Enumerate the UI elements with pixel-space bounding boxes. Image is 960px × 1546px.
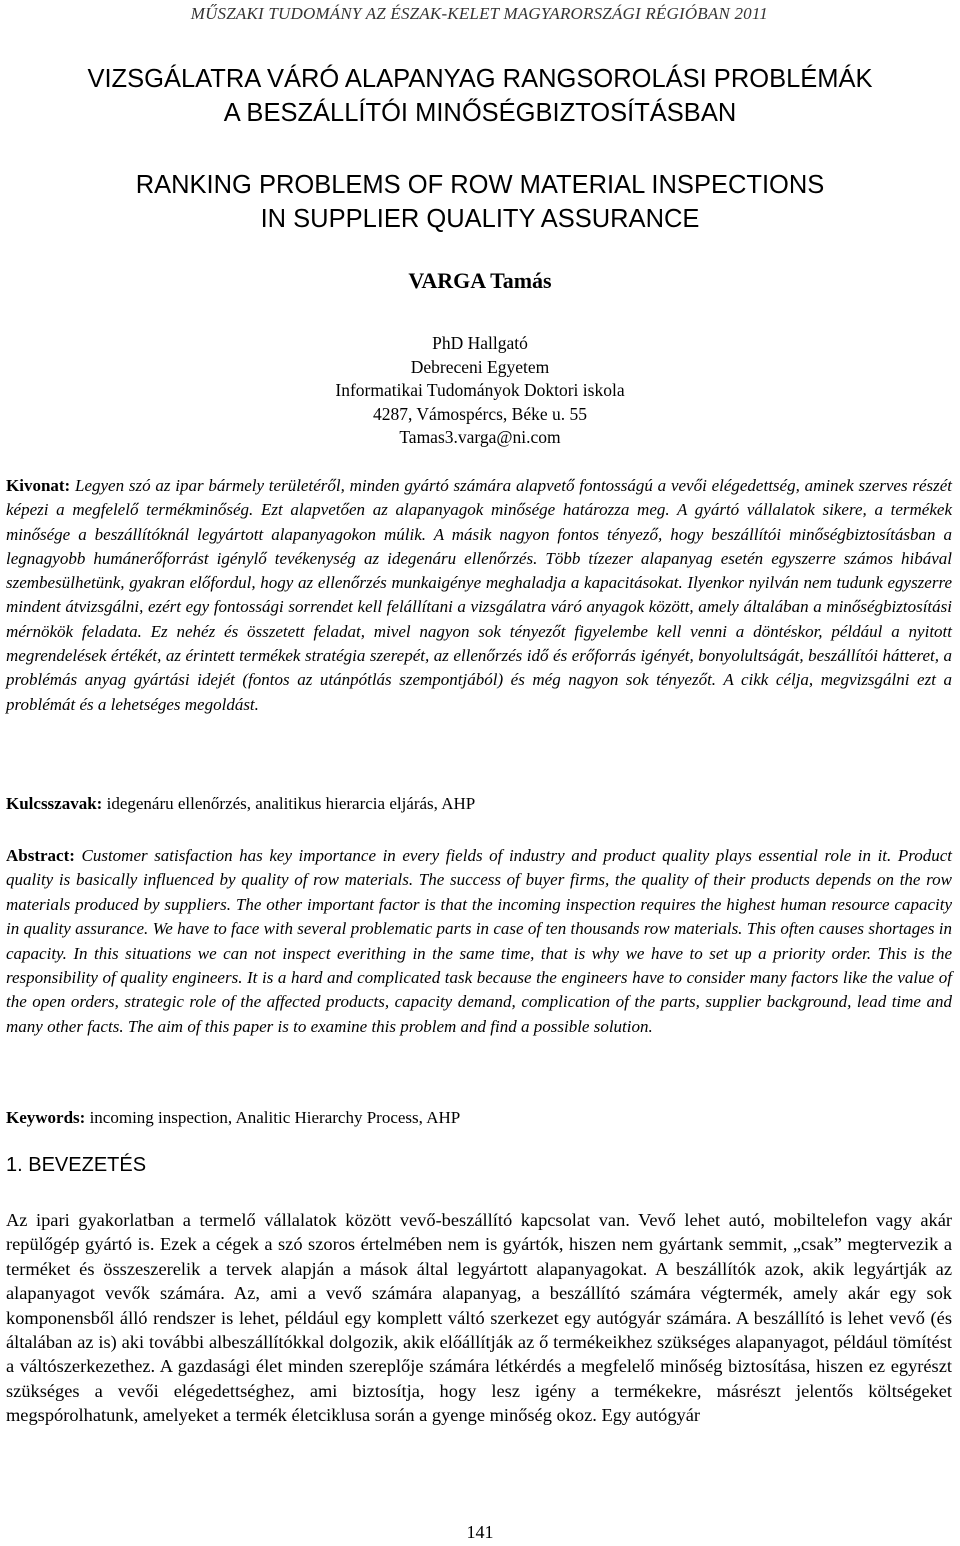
page-number: 141 [466,1522,494,1542]
title-hu-line-2: A BESZÁLLÍTÓI MINŐSÉGBIZTOSÍTÁSBAN [223,99,737,127]
kivonat-label: Kivonat: [6,476,71,495]
affiliation-address: 4287, Vámospércs, Béke u. 55 [372,403,588,424]
section-heading: 1. BEVEZETÉS [6,1154,147,1176]
title-en-line-1: RANKING PROBLEMS OF ROW MATERIAL INSPECTIONS [135,171,825,199]
affiliation [0,332,960,450]
abstract-text: Customer satisfaction has key importance in every fields of industry and product quality plays essential role in it. Product quality is basically influenced by quality of row materials. The success of buyer firms, the quality of their products depends on the row materials produced by suppliers. The other important factor is that the incoming inspection requires the highest human resource capacity in quality assurance. We have to face with several problematic parts in case of ten thousands row materials. This often causes shortages in capacity. In this situations we can not inspect everithing in the same time, that is why we have to set up a priority order. This is the responsibility of quality engineers. It is a hard and complicated task because the engineers have to consider many factors like the value of the open orders, strategic role of the affected products, capacity demand, complication of the parts, supplier background, lead time and many other facts. The aim of this paper is to examine this problem and find a possible solution. [6,846,952,1036]
abstract-label: Abstract: [6,846,75,865]
affiliation-position: PhD Hallgató [432,333,528,353]
title-hu-line-1: VIZSGÁLATRA VÁRÓ ALAPANYAG RANGSOROLÁSI PROBLÉMÁK [87,65,873,93]
kivonat-paragraph [6,474,952,717]
kivonat-text: Legyen szó az ipar bármely területéről, minden gyártó számára alapvető fontosságú a vevői elégedettség, aminek szerves részét képezi a megfelelő termékminőség. Ezt alapvetően az alapanyagok minősége határozza meg. A gyártó vállalatok sikere, a termékek minősége a beszállítóknál legyártott alapanyagokon múlik. A másik nagyon fontos tényező, hogy beszállítói minőségbiztosításban a legnagyobb humánerőforrást igénylő tevékenység az idegenáru ellenőrzés. Több tízezer alapanyag esetén egyszerre számos hibával szembesülhetünk, gyakran előfordul, hogy az ellenőrzés munkaigénye meghaladja a kapacitásokat. Ilyenkor nyilván nem tudunk egyszerre mindent átvizsgálni, ezért egy fontossági sorrendet kell felállítani a vizsgálatra váró anyagok között, amely általában a minőségbiztosítási mérnökök feladata. Ez nehéz és összetett feladat, mivel nagyon sok tényezőt figyelembe kell venni a döntéskor, például a nyitott megrendelések értékét, az érintett termékek stratégia szerepét, az ellenőrzés idő és erőforrás igényét, bonyolultságát, beszállítói hátteret, a problémás anyag gyártási idejét (fontos az utánpótlás szempontjából) és még nagyon sok tényezőt. A cikk célja, megvizsgálni ezt a problémát és a lehetséges megoldást. [6,476,952,714]
affiliation-school: Informatikai Tudományok Doktori iskola [335,380,625,400]
kulcsszavak-line [6,794,952,814]
kulcsszavak-label: Kulcsszavak: [6,794,103,813]
title-hungarian [0,62,960,130]
title-english [0,168,960,236]
kulcsszavak-text: idegenáru ellenőrzés, analitikus hierarcia eljárás, AHP [106,794,476,813]
body-paragraph: Az ipari gyakorlatban a termelő vállalatok között vevő-beszállító kapcsolat van. Vevő lehet autó, mobiltelefon vagy akár repülőgép gyártó is. Ezek a cégek a szó szoros értelmében nem is gyártók, hiszen nem gyártank semmit, „csak” megtervezik a terméket és összeszerelik a tervek alapján a mások által legyártott alapanyagokat. A beszállítók azok, akik legyártják az alapanyagot vevők számára. Az, ami a vevő számára alapanyag, a beszállító számára végtermék, amely akár egy sok komponensből álló rendszer is lehet, például egy komplett váltó szerkezet egy autógyár számára. A beszállító is lehet vevő (és általában az is) aki további albeszállítókkal dolgozik, akik előállítják az ő termékeikhez szükséges alapanyagot, például tömítést a váltószerkezethez. A gazdasági élet minden szereplője számára létkérdés a megfelelő minőség biztosítása, hiszen ez egyrészt szükséges a vevői elégedettséghez, ami biztosítja, hogy lesz igény a termékekre, másrészt jelentős költségeket megspórolhatunk, amelyeket a termék életciklusa során a gyenge minőség okoz. Egy autógyár [6,1210,952,1426]
abstract-paragraph [6,844,952,1039]
keywords-line [6,1108,952,1128]
running-head: MŰSZAKI TUDOMÁNY AZ ÉSZAK-KELET MAGYARORSZÁGI RÉGIÓBAN 2011 [190,4,768,23]
keywords-text: incoming inspection, Analitic Hierarchy Process, AHP [89,1108,461,1127]
keywords-label: Keywords: [6,1108,86,1127]
affiliation-university: Debreceni Egyetem [410,356,550,377]
affiliation-email: Tamas3.varga@ni.com [399,427,561,447]
author-name: VARGA Tamás [408,268,552,293]
title-en-line-2: IN SUPPLIER QUALITY ASSURANCE [260,205,700,233]
